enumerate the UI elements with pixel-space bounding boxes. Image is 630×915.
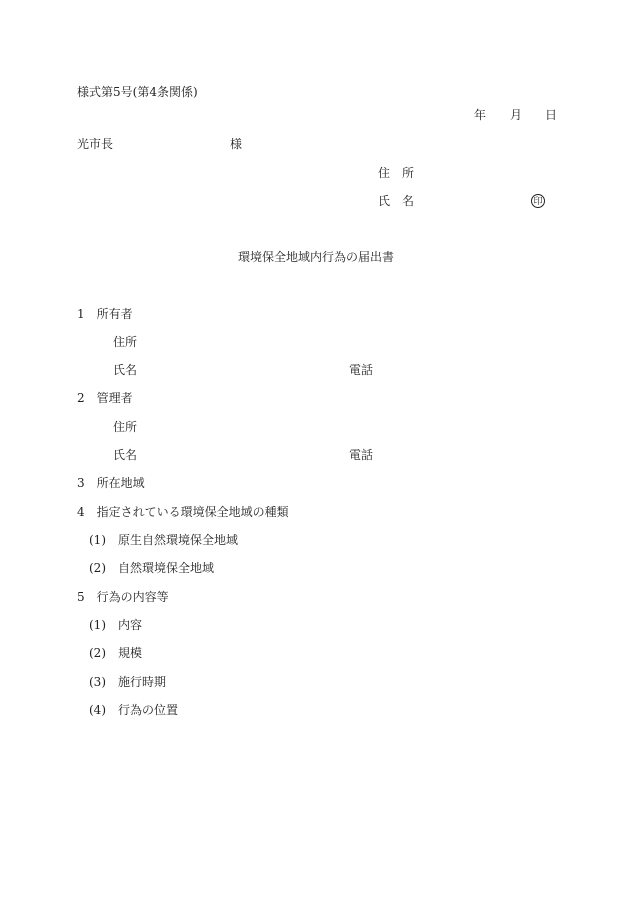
area-type-item: (1) 原生自然環境保全地域: [89, 533, 238, 547]
manager-name-label: 氏名: [113, 448, 138, 462]
activity-item: (1) 内容: [89, 618, 142, 632]
activity-heading: 5 行為の内容等: [77, 590, 169, 604]
manager-heading: 2 管理者: [77, 391, 133, 405]
area-type-heading: 4 指定されている環境保全地域の種類: [77, 505, 289, 519]
activity-item: (2) 規模: [89, 646, 142, 660]
seal-mark: 印: [531, 194, 545, 208]
document-title: 環境保全地域内行為の届出書: [238, 250, 395, 264]
activity-item: (4) 行為の位置: [89, 703, 178, 717]
form-number: 様式第5号(第4条関係): [77, 85, 198, 99]
addressee-name: 光市長: [77, 137, 114, 151]
manager-phone-label: 電話: [349, 448, 374, 462]
addressee-honorific: 様: [230, 137, 243, 151]
applicant-name-label: 氏 名: [378, 194, 415, 208]
owner-heading: 1 所有者: [77, 307, 133, 321]
date-month-label: 月: [510, 108, 523, 122]
area-type-item: (2) 自然環境保全地域: [89, 561, 214, 575]
activity-item: (3) 施行時期: [89, 675, 166, 689]
manager-address-label: 住所: [113, 420, 138, 434]
owner-name-label: 氏名: [113, 363, 138, 377]
owner-address-label: 住所: [113, 335, 138, 349]
location-heading: 3 所在地域: [77, 476, 145, 490]
applicant-address-label: 住 所: [378, 166, 415, 180]
owner-phone-label: 電話: [349, 363, 374, 377]
date-year-label: 年: [474, 108, 487, 122]
date-day-label: 日: [545, 108, 558, 122]
